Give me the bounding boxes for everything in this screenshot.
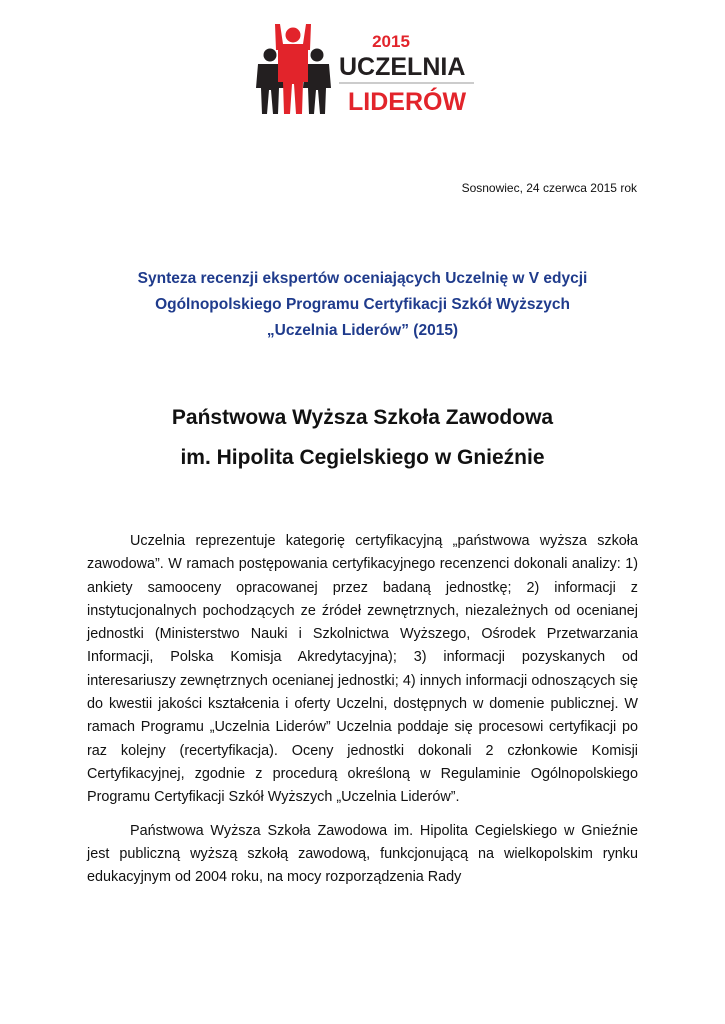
figure-center-icon xyxy=(275,24,311,114)
school-line-1: Państwowa Wyższa Szkoła Zawodowa xyxy=(171,406,554,429)
school-line-2: im. Hipolita Cegielskiego w Gnieźnie xyxy=(180,446,545,469)
logo-year: 2015 xyxy=(372,32,410,51)
document-body xyxy=(87,530,638,899)
synthesis-heading xyxy=(0,266,725,344)
uczelnia-liderow-logo xyxy=(253,22,478,120)
synthesis-line-2: Ogólnopolskiego Programu Certyfikacji Szkół Wyższych xyxy=(155,296,570,313)
logo-line2: LIDERÓW xyxy=(348,88,467,116)
logo-line1: UCZELNIA xyxy=(339,53,466,81)
synthesis-line-1: Synteza recenzji ekspertów oceniających Uczelnię w V edycji xyxy=(137,270,588,287)
document-date: Sosnowiec, 24 czerwca 2015 rok xyxy=(461,181,637,195)
synthesis-line-3: „Uczelnia Liderów” (2015) xyxy=(266,322,459,339)
school-title xyxy=(0,398,725,478)
paragraph: Uczelnia reprezentuje kategorię certyfikacyjną „państwowa wyższa szkoła zawodowa”. W ramach postępowania certyfikacyjnego recenzenci dokonali analizy: 1) ankiety samooceny opracowanej przez badaną jednostkę; 2) informacji z instytucjonalnych pochodzących ze źródeł zewnętrznych, niezależnych od ocenianej jednostki (Ministerstwo Nauki i Szkolnictwa Wyższego, Ośrodek Przetwarzania Informacji, Polska Komisja Akredytacyjna); 3) informacji pozyskanych od interesariuszy zewnętrznych ocenianej jednostki; 4) innych informacji odnoszących się do kwestii jakości kształcenia i oferty Uczelni, dostępnych w domenie publicznej. W ramach Programu „Uczelnia Liderów” Uczelnia poddaje się procesowi certyfikacji po raz kolejny (recertyfikacja). Oceny jednostki dokonali 2 członkowie Komisji Certyfikacyjnej, zgodnie z procedurą określoną w Regulaminie Ogólnopolskiego Programu Certyfikacji Szkół Wyższych „Uczelnia Liderów”. xyxy=(87,533,638,806)
paragraph: Państwowa Wyższa Szkoła Zawodowa im. Hipolita Cegielskiego w Gnieźnie jest publiczną wyższą szkołą zawodową, funkcjonującą na wielkopolskim rynku edukacyjnym od 2004 roku, na mocy rozporządzenia Rady xyxy=(87,822,638,886)
